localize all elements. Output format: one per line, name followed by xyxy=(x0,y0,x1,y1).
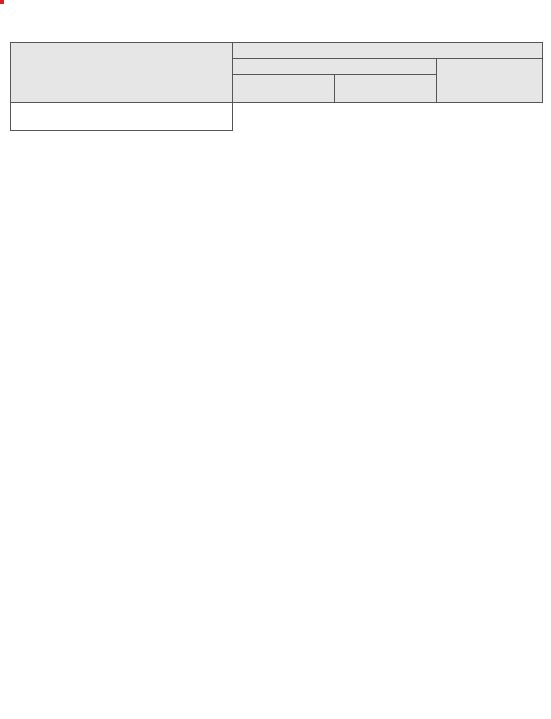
highlight-12mm-column xyxy=(0,0,4,4)
type-column-header xyxy=(11,43,233,103)
no-thermal-break-header xyxy=(233,75,335,103)
metal-header xyxy=(233,59,437,75)
thermal-performance-table xyxy=(10,42,543,131)
thermal-break-header xyxy=(335,75,437,103)
air-gap-label xyxy=(11,103,233,131)
frame-type-group-header xyxy=(233,43,543,59)
plastic-wood-header xyxy=(437,59,543,103)
